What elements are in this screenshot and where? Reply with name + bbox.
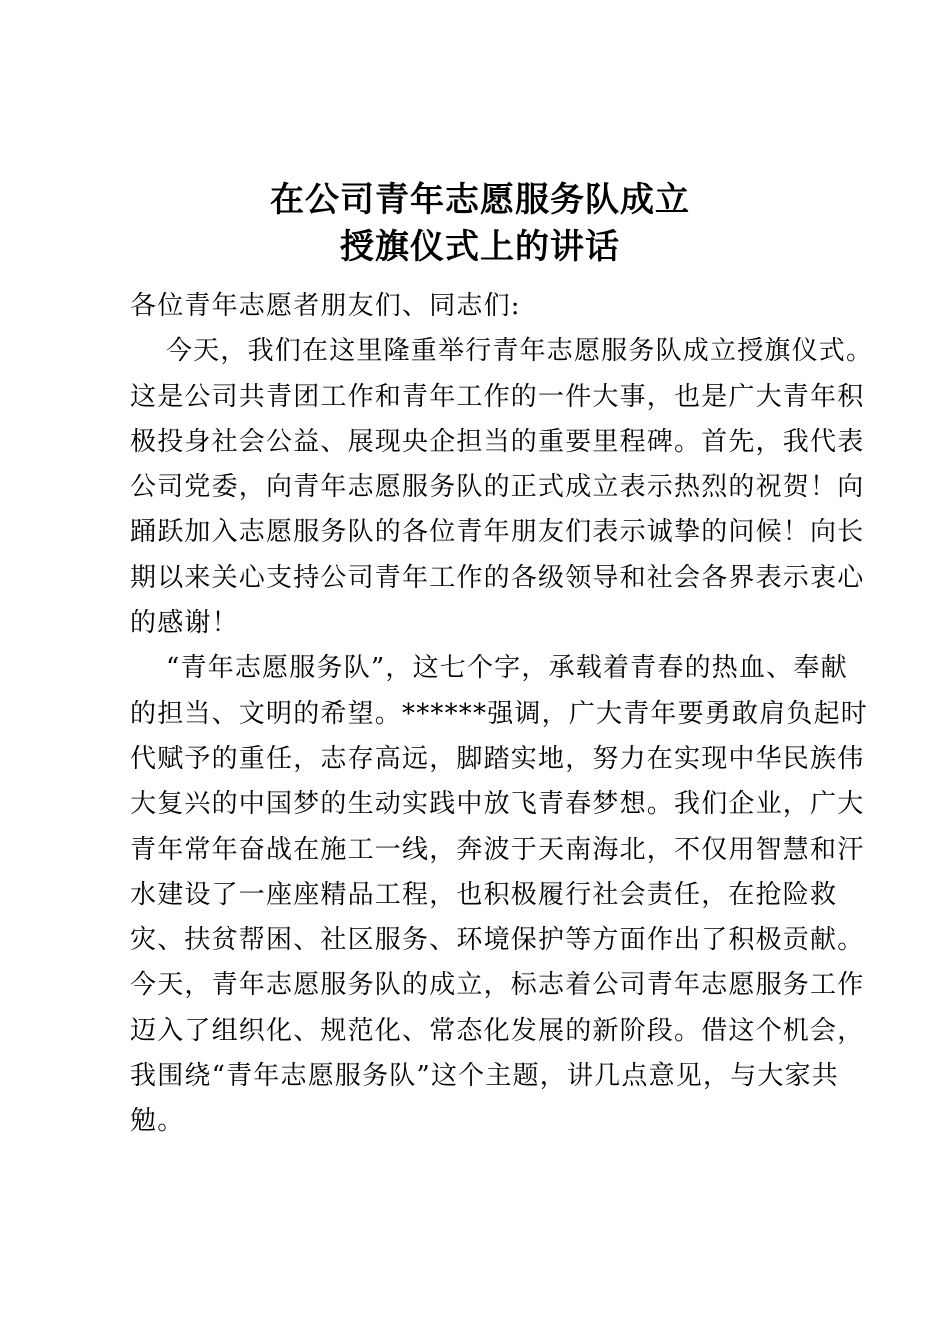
paragraph-line: 这是公司共青团工作和青年工作的一件大事，也是广大青年积 (130, 381, 865, 412)
document-title-line-2: 授旗仪式上的讲话 (340, 227, 620, 267)
paragraph-line: 水建设了一座座精品工程，也积极履行社会责任，在抢险救 (130, 879, 838, 910)
paragraph-line: 的感谢！ (130, 608, 239, 639)
paragraph-line: 期以来关心支持公司青年工作的各级领导和社会各界表示衷心 (130, 562, 865, 593)
salutation: 各位青年志愿者朋友们、同志们: (130, 291, 521, 321)
paragraph-line: 青年常年奋战在施工一线，奔波于天南海北，不仅用智慧和汗 (130, 834, 865, 865)
paragraph-line: 极投身社会公益、展现央企担当的重要里程碑。首先，我代表 (130, 426, 865, 457)
paragraph-line: “青年志愿服务队”，这七个字，承载着青春的热血、奉献 (166, 653, 848, 684)
paragraph-line: 代赋予的重任，志存高远，脚踏实地，努力在实现中华民族伟 (130, 743, 865, 774)
paragraph-line: 今天，青年志愿服务队的成立，标志着公司青年志愿服务工作 (130, 970, 865, 1001)
paragraph-line: 我围绕“青年志愿服务队”这个主题，讲几点意见，与大家共 (130, 1061, 839, 1092)
paragraph-line: 踊跃加入志愿服务队的各位青年朋友们表示诚挚的问候！向长 (130, 517, 865, 548)
paragraph-line: 今天，我们在这里隆重举行青年志愿服务队成立授旗仪式。 (166, 336, 874, 367)
paragraph-line: 大复兴的中国梦的生动实践中放飞青春梦想。我们企业，广大 (130, 789, 865, 820)
paragraph-line: 的担当、文明的希望。******强调，广大青年要勇敢肩负起时 (130, 698, 869, 729)
paragraph-line: 勉。 (130, 1106, 185, 1137)
paragraph-line: 灾、扶贫帮困、社区服务、环境保护等方面作出了积极贡献。 (130, 925, 865, 956)
paragraph-line: 迈入了组织化、规范化、常态化发展的新阶段。借这个机会， (130, 1015, 865, 1046)
document-title-line-1: 在公司青年志愿服务队成立 (270, 180, 690, 220)
document-body (130, 284, 874, 1145)
paragraph-line: 公司党委，向青年志愿服务队的正式成立表示热烈的祝贺！向 (130, 472, 865, 503)
